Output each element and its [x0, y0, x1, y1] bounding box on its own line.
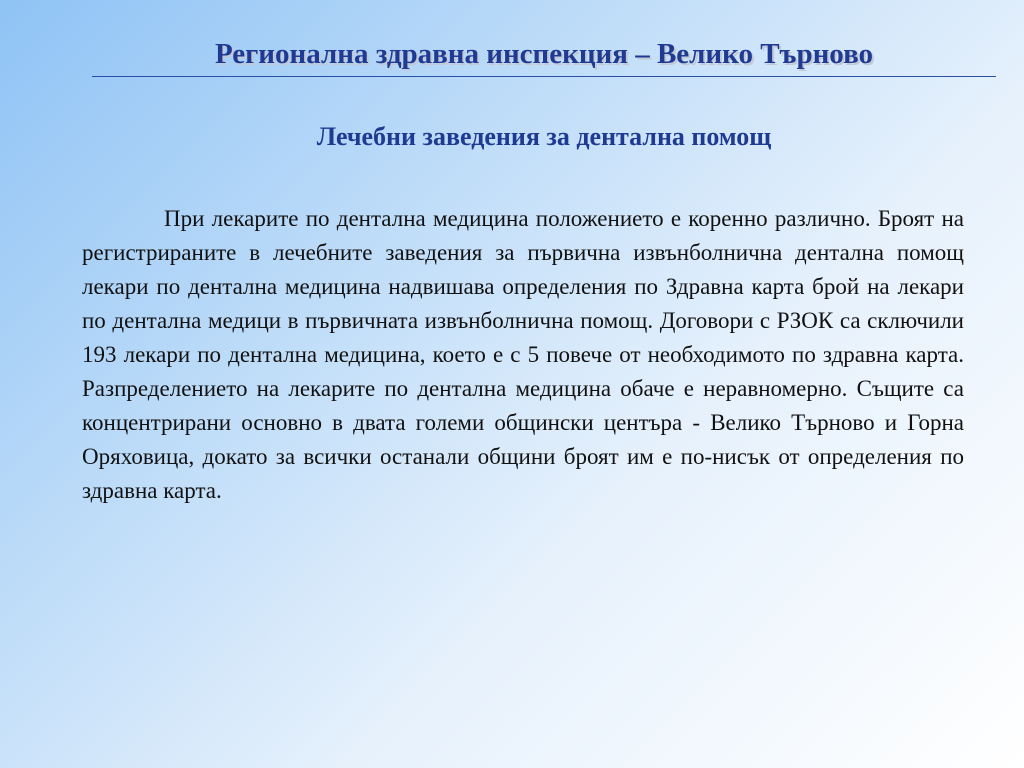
- title-divider: [92, 76, 996, 77]
- slide-title: Регионална здравна инспекция – Велико Търново: [214, 38, 874, 70]
- body-paragraph: При лекарите по дентална медицина положението е коренно различно. Броят на регистрираните в лечебните заведения за първична извънболнична дентална помощ лекари по дентална медицина надвишава определения по Здравна карта брой на лекари по дентална медици в първичната извънболнична помощ. Договори с РЗОК са сключили 193 лекари по дентална медицина, което е с 5 повече от необходимото по здравна карта. Разпределението на лекарите по дентална медицина обаче е неравномерно. Същите са концентрирани основно в двата големи общински центъра - Велико Търново и Горна Оряховица, докато за всички останали общини броят им е по-нисък от определения по здравна карта.: [82, 206, 964, 503]
- slide-subtitle: Лечебни заведения за дентална помощ: [316, 122, 772, 151]
